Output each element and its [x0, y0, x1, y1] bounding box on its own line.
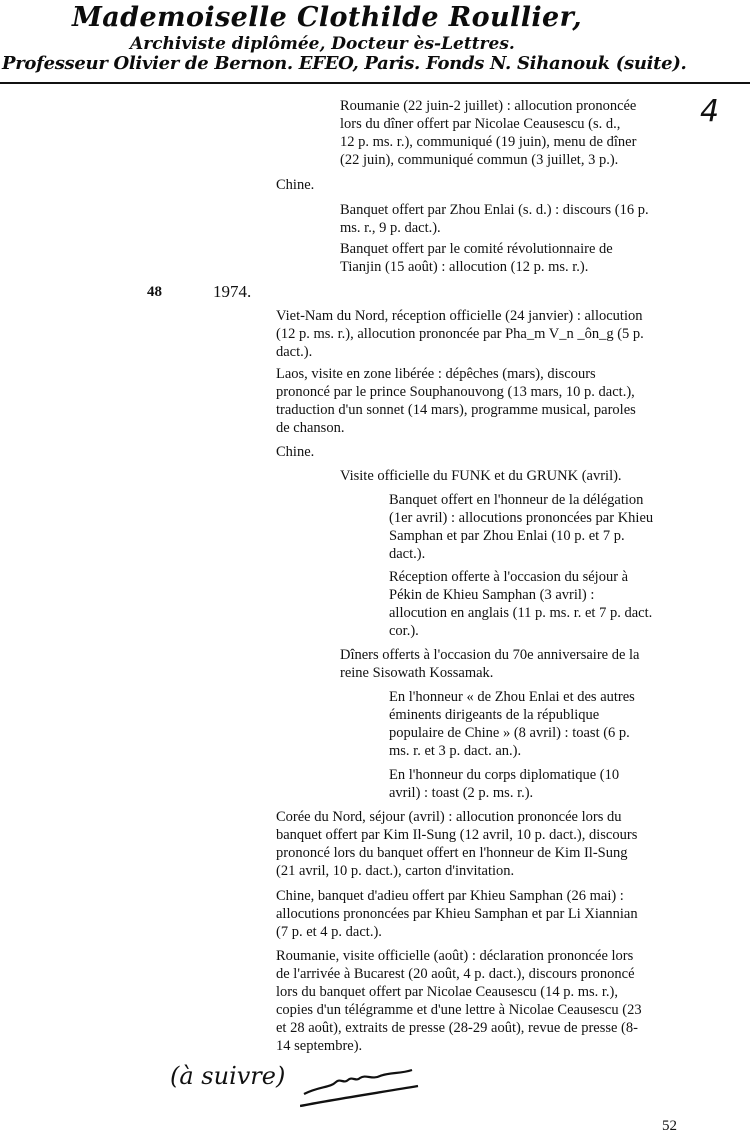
text-line: reine Sisowath Kossamak. [340, 665, 494, 681]
entry-year: 1974. [213, 282, 252, 301]
text-line: (21 avril, 10 p. dact.), carton d'invitation. [276, 863, 515, 879]
text-line: dact.). [389, 546, 426, 562]
section-heading-chine: Chine. [276, 177, 315, 193]
text-line: (1er avril) : allocutions prononcées par Khieu [389, 510, 654, 526]
handwritten-continuation-note: (à suivre) [170, 1062, 286, 1090]
text-line: Tianjin (15 août) : allocution (12 p. ms. r.). [340, 259, 589, 275]
text-line: allocutions prononcées par Khieu Samphan et par Li Xiannian [276, 906, 638, 922]
text-line: Roumanie, visite officielle (août) : déclaration prononcée lors [276, 948, 634, 964]
text-line: traduction d'un sonnet (14 mars), programme musical, paroles [276, 402, 636, 418]
text-line: En l'honneur du corps diplomatique (10 [389, 767, 620, 783]
text-line: prononcé par le prince Souphanouvong (13 mars, 10 p. dact.), [276, 384, 635, 400]
text-line: de chanson. [276, 420, 345, 436]
text-line: Corée du Nord, séjour (avril) : allocution prononcée lors du [276, 809, 622, 825]
text-line: Laos, visite en zone libérée : dépêches (mars), discours [276, 366, 596, 382]
text-line: (12 p. ms. r.), allocution prononcée par Pha_m V_n _ôn_g (5 p. [276, 326, 644, 342]
text-line: ms. r., 9 p. dact.). [340, 220, 441, 236]
text-line: Chine, banquet d'adieu offert par Khieu Samphan (26 mai) : [276, 888, 624, 904]
text-line: 12 p. ms. r.), communiqué (19 juin), menu de dîner [340, 134, 637, 150]
text-line: Samphan et par Zhou Enlai (10 p. et 7 p. [389, 528, 625, 544]
text-line: Dîners offerts à l'occasion du 70e anniversaire de la [340, 647, 640, 663]
text-line: copies d'un télégramme et d'une lettre à Nicolae Ceausescu (23 [276, 1002, 642, 1018]
text-line: (22 juin), communiqué commun (3 juillet, 3 p.). [340, 152, 619, 168]
text-line: éminents dirigeants de la république [389, 707, 600, 723]
text-line: En l'honneur « de Zhou Enlai et des autres [389, 689, 635, 705]
handwritten-signature [300, 1060, 420, 1115]
text-line: Viet-Nam du Nord, réception officielle (24 janvier) : allocution [276, 308, 643, 324]
text-line: lors du banquet offert par Nicolae Ceausescu (14 p. ms. r.), [276, 984, 618, 1000]
text-line: lors du dîner offert par Nicolae Ceausescu (s. d., [340, 116, 621, 132]
text-line: populaire de Chine » (8 avril) : toast (6 p. [389, 725, 630, 741]
text-line: Réception offerte à l'occasion du séjour à [389, 569, 629, 585]
header-handwritten-fonds: Professeur Olivier de Bernon. EFEO, Paris. Fonds N. Sihanouk (suite). [2, 53, 687, 74]
text-line: allocution en anglais (11 p. ms. r. et 7 p. dact. [389, 605, 653, 621]
text-line: Banquet offert en l'honneur de la délégation [389, 492, 644, 508]
text-line: ms. r. et 3 p. dact. an.). [389, 743, 522, 759]
text-line: et 28 août), extraits de presse (28-29 août), revue de presse (8- [276, 1020, 638, 1036]
margin-page-annotation: 4 [700, 94, 720, 129]
text-line: avril) : toast (2 p. ms. r.). [389, 785, 534, 801]
header-underline [0, 82, 750, 84]
text-line: Banquet offert par Zhou Enlai (s. d.) : discours (16 p. [340, 202, 649, 218]
header-handwritten-name: Mademoiselle Clothilde Roullier, [72, 2, 583, 33]
page-number: 52 [662, 1118, 677, 1134]
text-line: cor.). [389, 623, 419, 639]
section-heading-chine: Chine. [276, 444, 315, 460]
header-handwritten-title: Archiviste diplômée, Docteur ès-Lettres. [130, 34, 515, 54]
text-line: Banquet offert par le comité révolutionnaire de [340, 241, 613, 257]
text-line: (7 p. et 4 p. dact.). [276, 924, 382, 940]
text-line: banquet offert par Kim Il-Sung (12 avril, 10 p. dact.), discours [276, 827, 638, 843]
text-line: Visite officielle du FUNK et du GRUNK (avril). [340, 468, 622, 484]
text-line: 14 septembre). [276, 1038, 363, 1054]
text-line: dact.). [276, 344, 313, 360]
text-line: Pékin de Khieu Samphan (3 avril) : [389, 587, 595, 603]
text-line: Roumanie (22 juin-2 juillet) : allocution prononcée [340, 98, 637, 114]
text-line: de l'arrivée à Bucarest (20 août, 4 p. dact.), discours prononcé [276, 966, 635, 982]
text-line: prononcé lors du banquet offert en l'honneur de Kim Il-Sung [276, 845, 628, 861]
entry-number: 48 [147, 284, 162, 300]
